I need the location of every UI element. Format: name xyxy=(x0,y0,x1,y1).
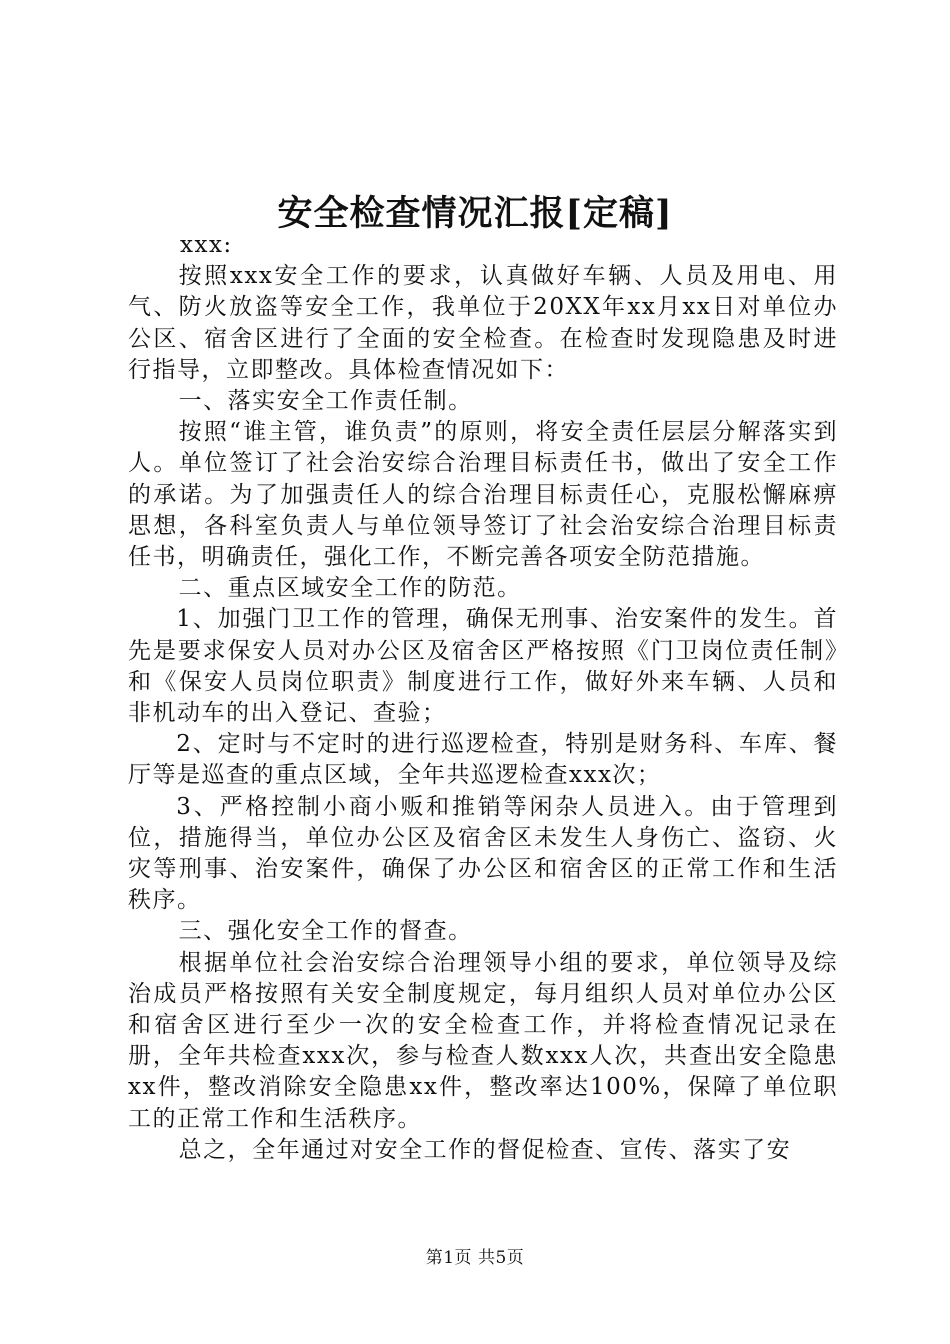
document-body xyxy=(128,230,838,1166)
section-heading-2: 二、重点区域安全工作的防范。 xyxy=(178,575,522,602)
salutation: xxx: xyxy=(180,232,233,258)
paragraph-item-2: 2、定时与不定时的进行巡逻检查，特别是财务科、车库、餐厅等是巡查的重点区域，全年共巡逻检查xxx次； xyxy=(128,731,838,789)
page-number: 第1页 共5页 xyxy=(425,1248,525,1268)
paragraph-item-3: 3、严格控制小商小贩和推销等闲杂人员进入。由于管理到位，措施得当，单位办公区及宿舍区未发生人身伤亡、盗窃、火灾等刑事、治安案件，确保了办公区和宿舍区的正常工作和生活秩序。 xyxy=(128,793,838,914)
document-title: 安全检查情况汇报[定稿] xyxy=(277,193,673,234)
section-heading-1: 一、落实安全工作责任制。 xyxy=(178,388,473,415)
paragraph-responsibility: 按照“谁主管，谁负责”的原则，将安全责任层层分解落实到人。单位签订了社会治安综合治理目标责任书，做出了安全工作的承诺。为了加强责任人的综合治理目标责任心，克服松懈麻痹思想，各科室负责人与单位领导签订了社会治安综合治理目标责任书，明确责任，强化工作，不断完善各项安全防范措施。 xyxy=(128,419,838,571)
paragraph-inspection: 根据单位社会治安综合治理领导小组的要求，单位领导及综治成员严格按照有关安全制度规定，每月组织人员对单位办公区和宿舍区进行至少一次的安全检查工作，并将检查情况记录在册，全年共检查xxx次，参与检查人数xxx人次，共查出安全隐患xx件，整改消除安全隐患xx件，整改率达100%，保障了单位职工的正常工作和生活秩序。 xyxy=(128,949,838,1132)
paragraph-summary: 总之，全年通过对安全工作的督促检查、宣传、落实了安 xyxy=(178,1136,792,1163)
paragraph-intro: 按照xxx安全工作的要求，认真做好车辆、人员及用电、用气、防火放盗等安全工作，我单位于20XX年xx月xx日对单位办公区、宿舍区进行了全面的安全检查。在检查时发现隐患及时进行指导，立即整改。具体检查情况如下： xyxy=(128,263,838,383)
paragraph-item-1: 1、加强门卫工作的管理，确保无刑事、治安案件的发生。首先是要求保安人员对办公区及宿舍区严格按照《门卫岗位责任制》和《保安人员岗位职责》制度进行工作，做好外来车辆、人员和非机动车的出入登记、查验； xyxy=(128,606,838,727)
section-heading-3: 三、强化安全工作的督查。 xyxy=(178,918,473,945)
